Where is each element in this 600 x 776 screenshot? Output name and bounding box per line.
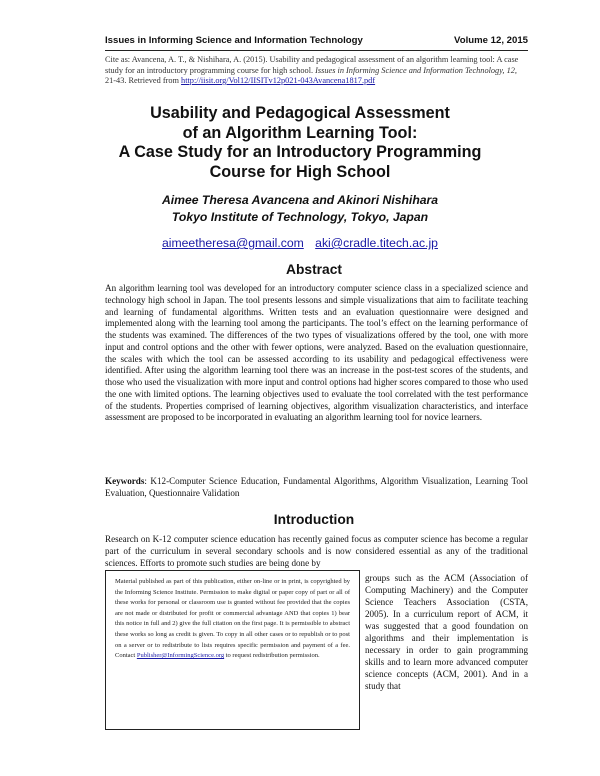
publisher-email-link[interactable]: Publisher@InformingScience.org: [136, 652, 225, 660]
title-line: Usability and Pedagogical Assessment: [150, 104, 450, 122]
author-block: [60, 192, 540, 226]
citation-url-link[interactable]: http://iisit.org/Vol12/IISITv12p021-043Avancena1817.pdf: [181, 76, 376, 85]
title-line: A Case Study for an Introductory Programming: [118, 143, 482, 161]
title-line: Course for High School: [209, 162, 391, 181]
keywords-label: Keywords: [105, 476, 145, 486]
copyright-suffix: to request redistribution permission.: [224, 652, 320, 660]
volume-label: Volume 12, 2015: [454, 35, 528, 46]
introduction-heading: Introduction: [273, 512, 355, 527]
introduction-lead-text: Research on K-12 computer science education has recently gained focus as computer science has become a regular part of the curriculum in several secondary schools and is now considered essential as any of the traditional sciences. Efforts to promote such studies are being done by: [105, 534, 528, 568]
journal-name: Issues in Informing Science and Information Technology: [105, 35, 363, 46]
abstract-text: An algorithm learning tool was developed for an introductory computer science class in a specialized science and technology high school in Japan. The tool presents lessons and simple visualizations that aim to facilitate teaching and learning of fundamental algorithms. Written tests and an evaluation questionnaire were designed and implemented along with the learning tool among the participants. The tool’s effect on the learning performance of the students was examined. The differences of the two types of visualizations offered by the tool, one with more input and control options and the other with fewer options, were analyzed. Based on the evaluation questionnaire, the scales with which the tool can be assessed according to its usability and pedagogical effectiveness were identified. After using the algorithm learning tool there was an increase in the post-test scores of the students, and those who used the visualization with more input and control options had higher scores compared to those who used the one with limited options. The learning objectives used to evaluate the tool correlated with the test performance of the students. Properties comprised of learning objectives, algorithm visualization characteristics, and interface assessment are proposed to be incorporated in evaluating an algorithm learning tool for novice learners.: [105, 283, 528, 423]
author-names: Aimee Theresa Avancena and Akinori Nishihara: [161, 193, 439, 207]
abstract-heading: Abstract: [286, 262, 342, 277]
citation-pages: 21-43. Retrieved from: [105, 76, 182, 85]
copyright-notice-box: [105, 570, 360, 730]
author-email-link[interactable]: aimeetheresa@gmail.com: [162, 236, 304, 250]
paper-title: [60, 104, 540, 182]
title-line: of an Algorithm Learning Tool:: [182, 123, 418, 142]
copyright-text: Material published as part of this publication, either on-line or in print, is copyrighted by the Informing Science Institute. Permission to make digital or paper copy of part or all of these works for personal or classroom use is granted without fee provided that the copies are not made or distributed for profit or commercial advantage AND that copies 1) bear this notice in full and 2) give the full citation on the first page. It is permissible to abstract these works so long as credit is given. To copy in all other cases or to republish or to post on a server or to redistribute to lists requires specific permission and payment of a fee. Contact: [115, 578, 350, 660]
author-affiliation: Tokyo Institute of Technology, Tokyo, Japan: [171, 210, 429, 224]
author-emails: [60, 236, 540, 250]
keywords-line: [105, 476, 528, 500]
author-email-link[interactable]: aki@cradle.titech.ac.jp: [315, 236, 438, 250]
citation-block: [105, 55, 528, 87]
introduction-right-column: groups such as the ACM (Association of Computing Machinery) and the Computer Science Teachers Association (CSTA, 2005). In a curriculum report of ACM, it was suggested that a good foundation on algorithms and their implementation is necessary in order to gain programming skills and to learn more advanced computer science concepts (ACM, 2001). And in a study that: [365, 573, 528, 691]
running-header: [105, 35, 528, 51]
citation-text: Cite as: Avancena, A. T., & Nishihara, A. (2015). Usability and pedagogical assessment of an algorithm learning tool: A case study for an introductory programming course for high school.: [105, 55, 519, 75]
citation-journal: Issues in Informing Science and Information Technology, 12,: [315, 65, 517, 75]
keywords-text: : K12-Computer Science Education, Fundamental Algorithms, Algorithm Visualization, Learning Tool Evaluation, Questionnaire Validation: [105, 476, 528, 498]
